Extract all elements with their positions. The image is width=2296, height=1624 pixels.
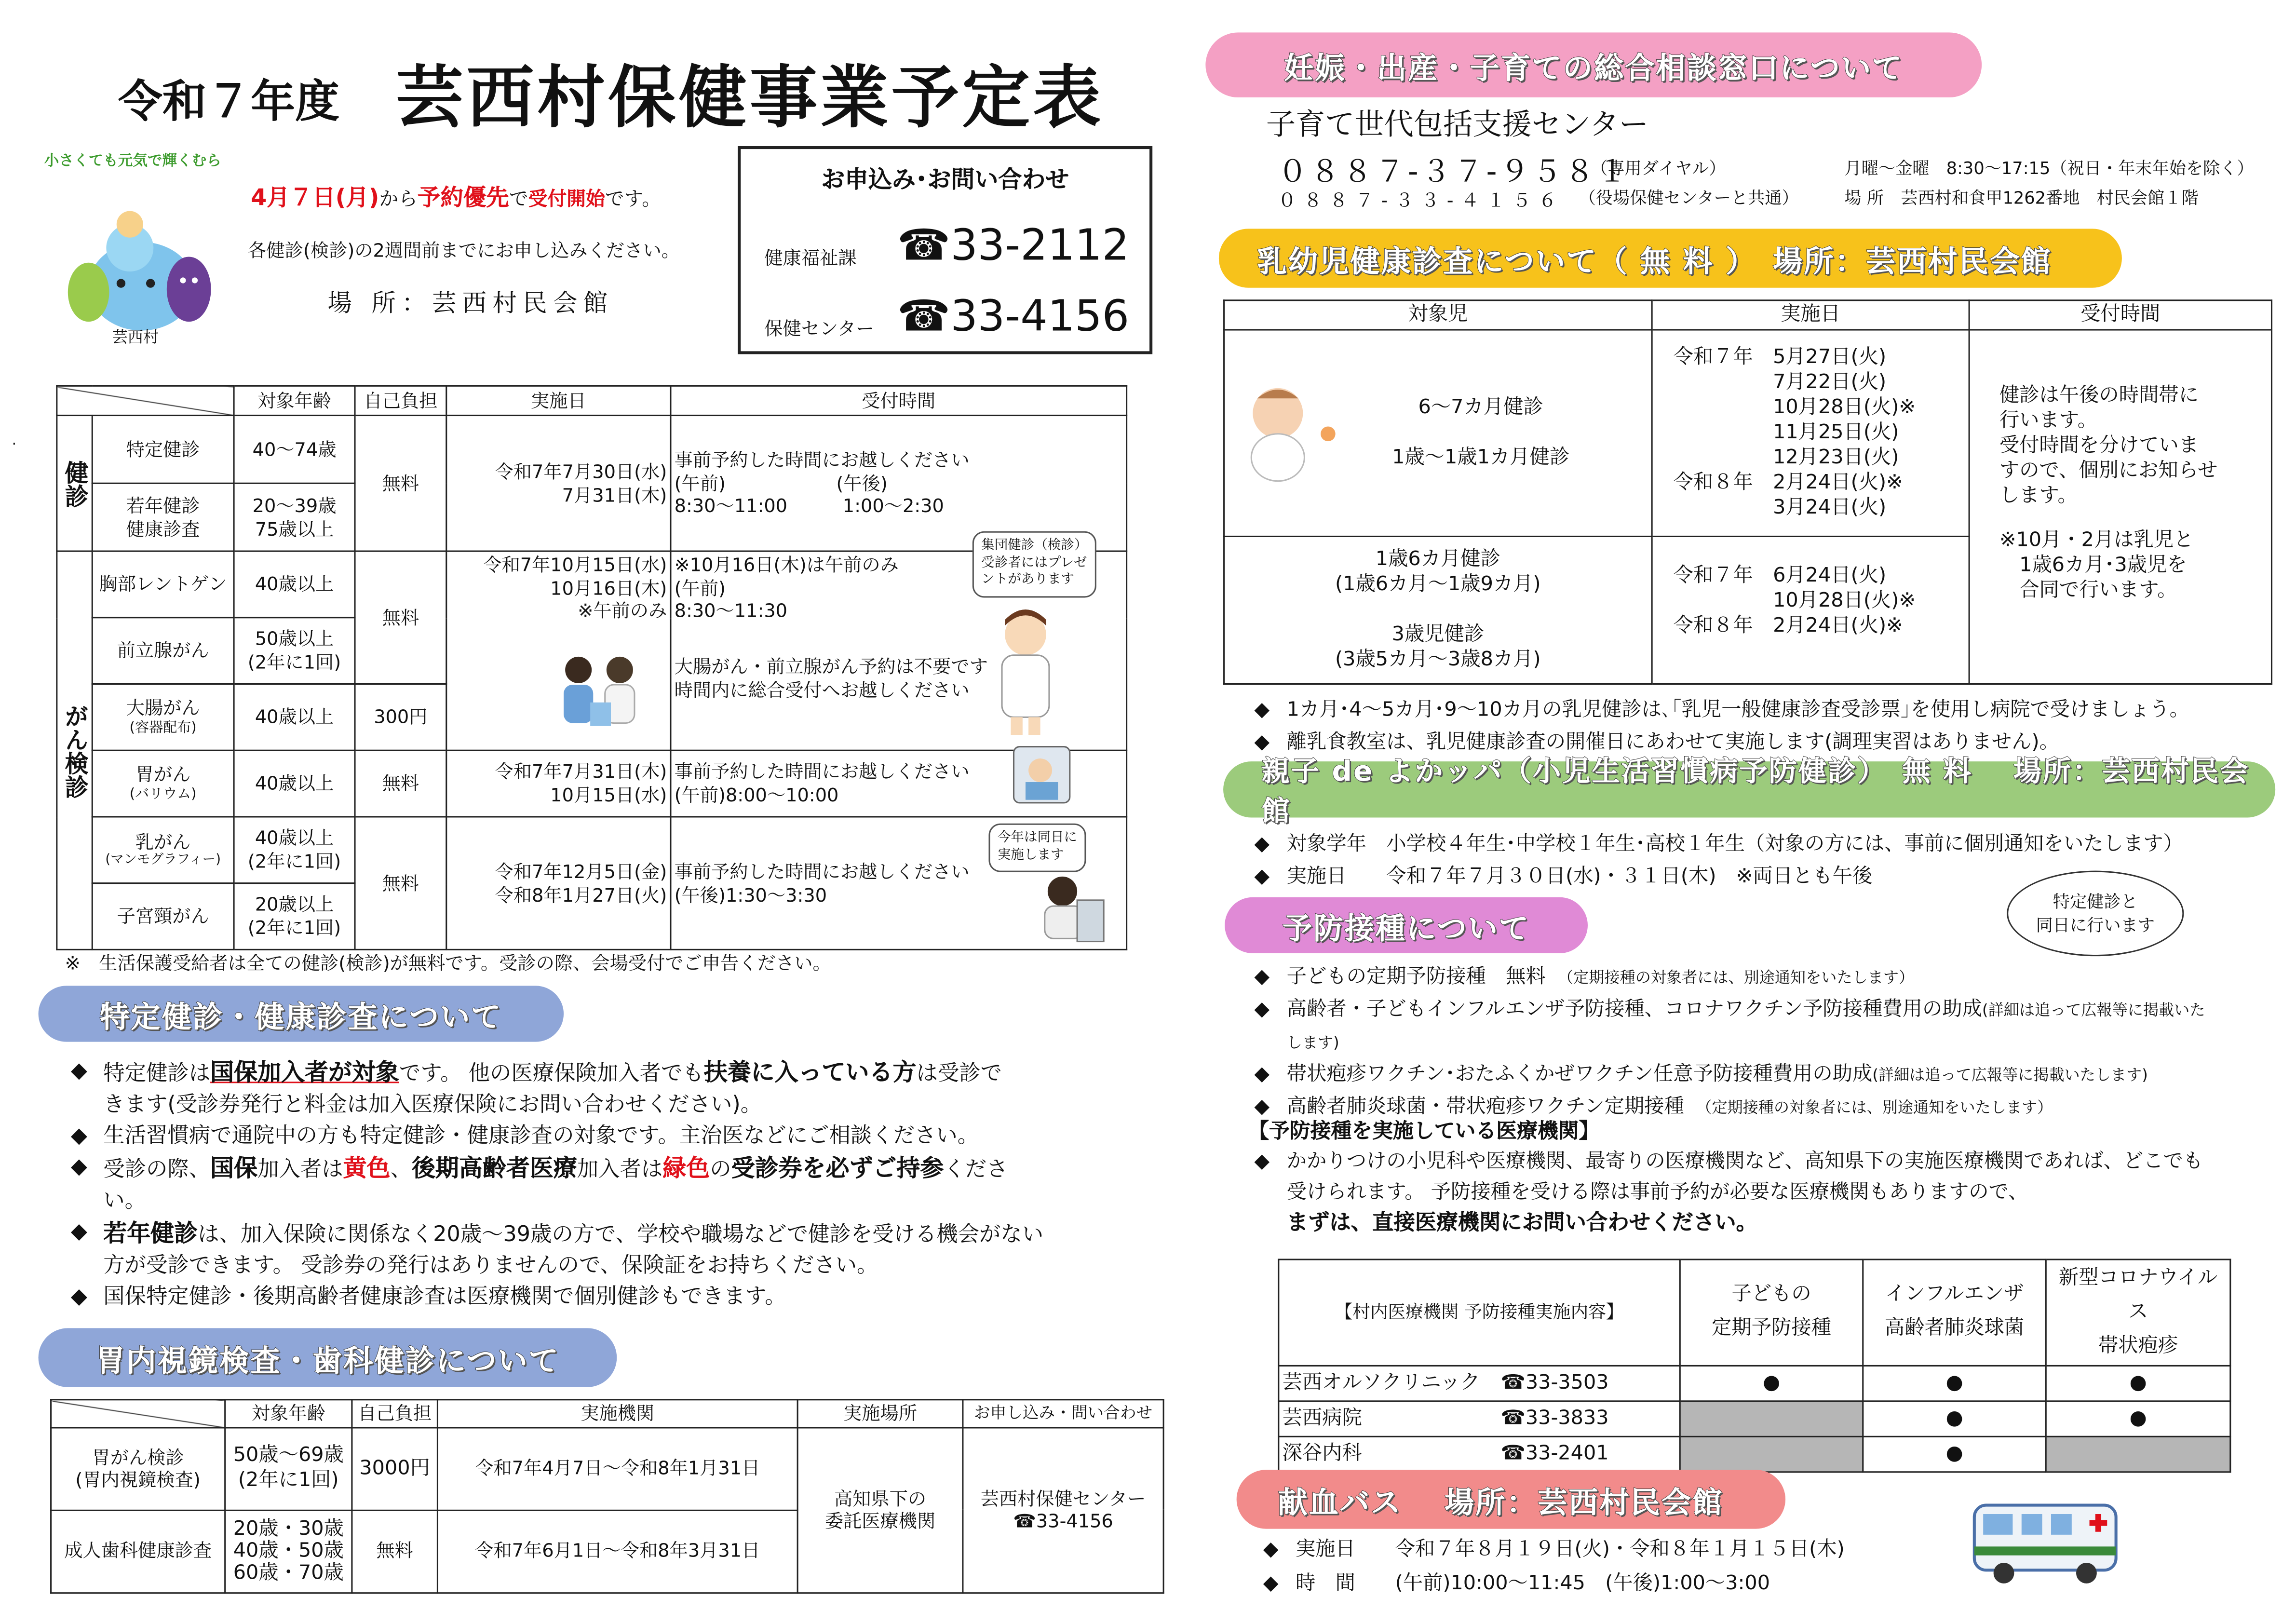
cell-no bbox=[1680, 1436, 1863, 1472]
exam-age: 40～74歳 bbox=[234, 416, 355, 484]
start-date: 4月７日(月) bbox=[251, 184, 379, 211]
list-item: ◆ 対象学年 小学校４年生･中学校１年生･高校１年生（対象の方には、事前に個別通知をいたします） bbox=[1248, 828, 2281, 860]
clinic-table-header: 【村内医療機関 予防接種実施内容】 bbox=[1279, 1259, 1680, 1366]
infant-table bbox=[1223, 299, 2272, 685]
nurse-illustration bbox=[981, 608, 1070, 738]
exam-sub: (バリウム) bbox=[129, 786, 197, 803]
dot-yes: ● bbox=[2046, 1366, 2230, 1401]
dot-yes: ● bbox=[2046, 1401, 2230, 1436]
mascot-icon bbox=[44, 152, 236, 345]
list-item: ◆ 子どもの定期予防接種 無料 （定期接種の対象者には、別途通知をいたします） bbox=[1248, 962, 2281, 994]
bullet: ◆ bbox=[70, 1124, 88, 1148]
oyako-heading bbox=[1223, 755, 2275, 828]
exam-name: 大腸がん bbox=[126, 697, 200, 719]
nurse-icon bbox=[981, 608, 1070, 738]
vaccine-heading-text: 予防接種について bbox=[1283, 909, 1530, 946]
bullet: ◆ bbox=[1254, 730, 1270, 754]
same-day-bubble: 今年は同日に 実施します bbox=[988, 824, 1086, 873]
doctor-consult-illustration bbox=[555, 650, 647, 735]
list-item: ◆ 生活習慣病で通院中の方も特定健診・健康診査の対象です。主治医などにご相談ください。 bbox=[65, 1122, 1127, 1152]
vaccine-list bbox=[1248, 962, 2281, 1124]
bullet: ◆ bbox=[1254, 997, 1270, 1021]
bullet: ◆ bbox=[70, 1059, 88, 1083]
group-gan: がん検診 bbox=[57, 551, 92, 949]
clinic-phone[interactable]: ☎33-3833 bbox=[1500, 1406, 1609, 1430]
blood-heading bbox=[1237, 1470, 1785, 1529]
mascot-slogan: 小さくても元気で輝くむら bbox=[44, 152, 221, 169]
col-header-date: 実施日 bbox=[1652, 300, 1969, 330]
reservation-priority: 予約優先 bbox=[418, 184, 509, 211]
mascot-village-label: 芸西村 bbox=[112, 329, 159, 347]
contact-box-title: お申込み･お問い合わせ bbox=[821, 165, 1069, 193]
endoscopy-table bbox=[50, 1399, 1164, 1593]
exam-age: 50歳以上 (2年に1回) bbox=[234, 618, 355, 684]
list-item: ◆ 高齢者肺炎球菌・帯状疱疹ワクチン定期接種 （定期接種の対象者には、別途通知をいたします） bbox=[1248, 1092, 2281, 1124]
list-item: ◆ 帯状疱疹ワクチン･おたふくかぜワクチン任意予防接種費用の助成(詳細は追って広報等に掲載いたします) bbox=[1248, 1059, 2281, 1092]
contact-dept-welfare: 健康福祉課 bbox=[764, 246, 857, 269]
exam-name: 胃がん bbox=[135, 763, 191, 785]
exam-footnote: ※ 生活保護受給者は全ての健診(検診)が無料です。受診の際、会場受付でご申告ください。 bbox=[65, 951, 831, 974]
cell-no bbox=[2046, 1436, 2230, 1472]
fee-free: 無料 bbox=[355, 750, 446, 817]
clinic-row bbox=[1279, 1366, 1680, 1401]
support-center-name: 子育て世代包括支援センター bbox=[1266, 106, 1649, 142]
emph-yellow: 黄色 bbox=[343, 1154, 391, 1182]
exam-name-cell bbox=[92, 684, 234, 751]
bullet: ◆ bbox=[70, 1155, 88, 1179]
exam-name: 胸部レントゲン bbox=[92, 551, 234, 618]
page-title: 芸西村保健事業予定表 bbox=[395, 57, 1104, 137]
exam-age: 20歳以上 (2年に1回) bbox=[234, 883, 355, 950]
clinic-name: 芸西オルソクリニック bbox=[1282, 1370, 1480, 1394]
bullet: ◆ bbox=[1254, 1095, 1270, 1119]
consult-phone-sub[interactable]: ０８８７-３３-４１５６ bbox=[1278, 189, 1565, 211]
list-item: ◆ かかりつけの小児科や医療機関、最寄りの医療機関など、高知県下の実施医療機関であれば、どこでも 受けられます。 予防接種を受ける際は事前予約が必要な医療機関もありますので、 まずは、直接医療機関にお問い合わせください。 bbox=[1248, 1147, 2281, 1240]
contact-phone-health-center[interactable]: ☎33-4156 bbox=[897, 290, 1130, 341]
blood-bus-icon bbox=[1969, 1493, 2122, 1591]
exam-name: 特定健診 bbox=[92, 416, 234, 484]
bullet: ◆ bbox=[1263, 1537, 1279, 1561]
consult-hours: 月曜～金曜 8:30～17:15（祝日・年末年始を除く） bbox=[1844, 158, 2254, 179]
bullet: ◆ bbox=[1254, 698, 1270, 722]
infant-notes bbox=[1248, 693, 2281, 758]
dates-kenshin: 令和7年7月30日(水) 7月31日(木) bbox=[446, 416, 671, 552]
list-item: ◆ 国保特定健診・後期高齢者健康診査は医療機関で個別健診もできます。 bbox=[65, 1282, 1127, 1313]
fee-300: 300円 bbox=[355, 684, 446, 751]
exam-name: 子宮頸がん bbox=[92, 883, 234, 950]
emph-young: 若年健診 bbox=[103, 1218, 198, 1247]
endoscopy-heading bbox=[39, 1328, 617, 1387]
vaccine-institutions-heading: 【予防接種を実施している医療機関】 bbox=[1248, 1120, 1600, 1144]
clinic-phone[interactable]: ☎33-3503 bbox=[1500, 1370, 1609, 1394]
exam-name-cell bbox=[92, 817, 234, 883]
exam-sub: (マンモグラフィー) bbox=[105, 853, 221, 868]
emph-bring-ticket: 受診券を必ずご持参 bbox=[731, 1154, 944, 1182]
col-header-target: 対象児 bbox=[1224, 300, 1652, 330]
col-header-child: 子どもの 定期予防接種 bbox=[1680, 1259, 1863, 1366]
baby-illustration bbox=[1228, 381, 1343, 487]
list-item: ◆ 時 間 (午前)10:00～11:45 (午後)1:00～3:00 bbox=[1257, 1567, 1995, 1601]
clinic-phone[interactable]: ☎33-2401 bbox=[1500, 1441, 1609, 1465]
tokutei-list bbox=[65, 1056, 1127, 1313]
infant-heading-text: 乳幼児健康診査について（ 無 料 ） 場所：芸西村民会館 bbox=[1257, 243, 2052, 278]
exam-age: 40歳以上 bbox=[234, 684, 355, 751]
oyako-bubble: 特定健診と 同日に行います bbox=[2007, 871, 2184, 957]
oyako-heading-text: 親子 de よかッパ（小児生活習慣病予防健診） 無 料 場所：芸西村民会館 bbox=[1261, 755, 2250, 828]
endo-row-name: 胃がん検診 (胃内視鏡検査) bbox=[51, 1427, 225, 1510]
consult-heading bbox=[1205, 32, 1982, 97]
exam-name-cell bbox=[92, 750, 234, 817]
col-header-fee: 自己負担 bbox=[355, 386, 446, 415]
reception-start: 受付開始 bbox=[528, 189, 605, 211]
endo-row-age: 20歳・30歳 40歳・50歳 60歳・70歳 bbox=[225, 1510, 352, 1592]
bullet: ◆ bbox=[1254, 865, 1270, 889]
col-header-time: 受付時間 bbox=[671, 386, 1127, 415]
consult-address: 場 所 芸西村和食甲1262番地 村民会館１階 bbox=[1844, 187, 2199, 208]
consult-phone-main[interactable]: ０８８７-３７-９５８１ bbox=[1278, 153, 1630, 189]
list-item: ◆ 実施日 令和７年７月３０日(水)・３１日(木) ※両日とも午後 bbox=[1248, 860, 2281, 893]
col-header-place: 実施場所 bbox=[797, 1400, 963, 1427]
infant-reception-note: ※10月・2月は乳児と 1歳6カ月･3歳児を 合同で行います。 bbox=[1999, 528, 2194, 603]
fee-free: 無料 bbox=[355, 551, 446, 684]
consult-heading-text: 妊娠・出産・子育ての総合相談窓口について bbox=[1284, 49, 1904, 85]
contact-dept-health-center: 保健センター bbox=[764, 317, 875, 339]
exam-age: 40歳以上 bbox=[234, 551, 355, 618]
consult-phone-main-note: （専用ダイヤル） bbox=[1591, 158, 1726, 179]
cell-no bbox=[1680, 1401, 1863, 1436]
contact-box bbox=[738, 146, 1152, 354]
table-corner bbox=[57, 386, 234, 415]
endoscopy-heading-text: 胃内視鏡検査・歯科健診について bbox=[95, 1342, 560, 1378]
tokutei-heading bbox=[39, 986, 564, 1042]
endo-row-fee: 無料 bbox=[352, 1510, 438, 1592]
vaccine-heading bbox=[1225, 897, 1588, 953]
xray-illustration bbox=[1005, 741, 1079, 809]
vaccine-clinic-table bbox=[1278, 1259, 2231, 1473]
consult-phone-sub-note: （役場保健センターと共通） bbox=[1579, 187, 1799, 208]
start-end: です。 bbox=[605, 189, 662, 211]
table-corner bbox=[51, 1400, 225, 1427]
exam-age: 20～39歳 75歳以上 bbox=[234, 483, 355, 551]
fee-free: 無料 bbox=[355, 416, 446, 552]
col-header-covid: 新型コロナウイルス 帯状疱疹 bbox=[2046, 1259, 2230, 1366]
exam-age: 40歳以上 bbox=[234, 750, 355, 817]
col-header-age: 対象年齢 bbox=[225, 1400, 352, 1427]
bullet: ◆ bbox=[1263, 1571, 1279, 1596]
infant-target: 1歳6カ月健診 (1歳6カ月～1歳9カ月) 3歳児健診 (3歳5カ月～3歳8カ月) bbox=[1224, 536, 1652, 684]
dot-yes: ● bbox=[1863, 1436, 2046, 1472]
dot-yes: ● bbox=[1863, 1401, 2046, 1436]
dot-yes: ● bbox=[1863, 1366, 2046, 1401]
col-header-age: 対象年齢 bbox=[234, 386, 355, 415]
infant-heading bbox=[1219, 229, 2122, 287]
emph-green: 緑色 bbox=[662, 1154, 710, 1182]
reception-start-line bbox=[251, 180, 661, 212]
fiscal-year-label: 令和７年度 bbox=[118, 77, 339, 129]
endo-row-name: 成人歯科健康診査 bbox=[51, 1510, 225, 1592]
dates-breast: 令和7年12月5日(金) 令和8年1月27日(火) bbox=[446, 817, 671, 949]
blood-list bbox=[1257, 1533, 1995, 1601]
dot-mark: · bbox=[12, 436, 17, 453]
mammography-icon bbox=[1033, 871, 1109, 945]
fee-free: 無料 bbox=[355, 817, 446, 949]
emph-kokuho-target: 国保加入者が対象 bbox=[210, 1058, 399, 1086]
baby-icon bbox=[1228, 381, 1343, 487]
list-item: ◆ 離乳食教室は、乳児健康診査の開催日にあわせて実施します(調理実習はありません)。 bbox=[1248, 726, 2281, 758]
group-kenshin: 健診 bbox=[57, 416, 92, 552]
exam-name: 前立腺がん bbox=[92, 618, 234, 684]
endo-row-fee: 3000円 bbox=[352, 1427, 438, 1510]
blood-heading-text: 献血バス 場所：芸西村民会館 bbox=[1278, 1484, 1724, 1519]
bullet: ◆ bbox=[1254, 1062, 1270, 1086]
vaccine-institutions bbox=[1248, 1147, 2281, 1240]
infant-reception-cell bbox=[1969, 330, 2271, 684]
col-header-reception: 受付時間 bbox=[1969, 300, 2271, 330]
exam-age: 40歳以上 (2年に1回) bbox=[234, 817, 355, 883]
bullet: ◆ bbox=[1254, 965, 1270, 989]
col-header-contact: お申し込み・問い合わせ bbox=[963, 1400, 1163, 1427]
list-item: ◆ 特定健診は国保加入者が対象です。 他の医療保険加入者でも扶養に入っている方は受診で きます(受診券発行と料金は加入医療保険にお問い合わせください)。 bbox=[65, 1056, 1127, 1122]
list-item: ◆ 高齢者・子どもインフルエンザ予防接種、コロナワクチン予防接種費用の助成(詳細は追って広報等に掲載いた します) bbox=[1248, 995, 2281, 1060]
tokutei-heading-text: 特定健診・健康診査について bbox=[100, 998, 502, 1034]
dates-xray: 令和7年10月15日(水) 10月16日(木) ※午前のみ bbox=[446, 551, 671, 750]
mammography-illustration bbox=[1033, 871, 1109, 945]
list-item: ◆ 実施日 令和７年８月１９日(火)・令和８年１月１５日(木) bbox=[1257, 1533, 1995, 1567]
exam-name: 若年健診 健康診査 bbox=[92, 483, 234, 551]
list-item: ◆ 受診の際、国保加入者は黄色、後期高齢者医療加入者は緑色の受診券を必ずご持参くださ い。 bbox=[65, 1152, 1127, 1218]
col-header-fee: 自己負担 bbox=[352, 1400, 438, 1427]
bullet: ◆ bbox=[1254, 832, 1270, 856]
exam-sub: (容器配布) bbox=[129, 720, 197, 736]
apply-note: 各健診(検診)の2週間前までにお申し込みください。 bbox=[248, 239, 680, 261]
location-label: 場 所：芸西村民会館 bbox=[327, 289, 614, 317]
bullet: ◆ bbox=[70, 1285, 88, 1309]
infant-reception: 健診は午後の時間帯に 行います。 受付時間を分けていま すので、個別にお知らせ します。 bbox=[1999, 383, 2218, 507]
time-colon: 大腸がん・前立腺がん予約は不要です 時間内に総合受付へお越しください bbox=[674, 655, 988, 701]
mascot-illustration bbox=[44, 152, 236, 345]
dates-stomach: 令和7年7月31日(木) 10月15日(水) bbox=[446, 750, 671, 817]
clinic-name: 深谷内科 bbox=[1282, 1441, 1362, 1465]
endo-row-age: 50歳～69歳 (2年に1回) bbox=[225, 1427, 352, 1510]
clinic-row bbox=[1279, 1436, 1680, 1472]
clinic-name: 芸西病院 bbox=[1282, 1406, 1362, 1430]
start-de: で bbox=[509, 189, 528, 211]
clinic-row bbox=[1279, 1401, 1680, 1436]
xray-icon bbox=[1005, 741, 1079, 809]
bus-illustration bbox=[1969, 1493, 2122, 1591]
doctor-consult-icon bbox=[555, 650, 647, 735]
emph-dependents: 扶養に入っている方 bbox=[703, 1058, 917, 1086]
infant-target: 6～7カ月健診 1歳～1歳1カ月健診 bbox=[1224, 330, 1652, 536]
start-from: から bbox=[379, 189, 418, 211]
endo-row-period: 令和7年4月7日～令和8年1月31日 bbox=[437, 1427, 797, 1510]
bullet: ◆ bbox=[1254, 1150, 1270, 1174]
list-item: ◆ 若年健診は、加入保険に関係なく20歳～39歳の方で、学校や職場などで健診を受ける機会がない 方が受診できます。 受診券の発行はありませんので、保険証をお持ちください。 bbox=[65, 1218, 1127, 1283]
col-header-date: 実施日 bbox=[446, 386, 671, 415]
endo-contact: 芸西村保健センター ☎33-4156 bbox=[963, 1427, 1163, 1593]
endo-row-period: 令和7年6月1日～令和8年3月31日 bbox=[437, 1510, 797, 1592]
contact-phone-welfare[interactable]: ☎33-2112 bbox=[897, 220, 1130, 271]
time-xray: ※10月16日(木)は午前のみ (午前) 8:30～11:30 bbox=[674, 553, 899, 622]
list-item: ◆ 1カ月･4～5カ月･9～10カ月の乳児健診は､｢乳児一般健康診査受診票｣を使用し病院で受けましょう｡ bbox=[1248, 693, 2281, 726]
endo-place: 高知県下の 委託医療機関 bbox=[797, 1427, 963, 1593]
col-header-period: 実施機関 bbox=[437, 1400, 797, 1427]
infant-dates: 令和７年 5月27日(火) 7月22日(火) 10月28日(火)※ 11月25日(火) 12月23日(火) 令和８年 2月24日(火)※ 3月24日(火) bbox=[1652, 330, 1969, 536]
time-kenshin: 事前予約した時間にお越しください (午前) (午後) 8:30～11:00 1:00～2:30 bbox=[671, 416, 1127, 552]
dot-yes: ● bbox=[1680, 1366, 1863, 1401]
col-header-flu: インフルエンザ 高齢者肺炎球菌 bbox=[1863, 1259, 2046, 1366]
time-stomach: 事前予約した時間にお越しください (午前)8:00～10:00 bbox=[671, 750, 1127, 817]
time-breast: 事前予約した時間にお越しください (午後)1:30～3:30 bbox=[671, 817, 1127, 949]
infant-dates: 令和７年 6月24日(火) 10月28日(火)※ 令和８年 2月24日(火)※ bbox=[1652, 536, 1969, 684]
exam-name: 乳がん bbox=[135, 830, 191, 853]
group-present-bubble: 集団健診（検診） 受診者にはプレゼ ントがあります bbox=[972, 531, 1096, 598]
bullet: ◆ bbox=[70, 1220, 88, 1244]
